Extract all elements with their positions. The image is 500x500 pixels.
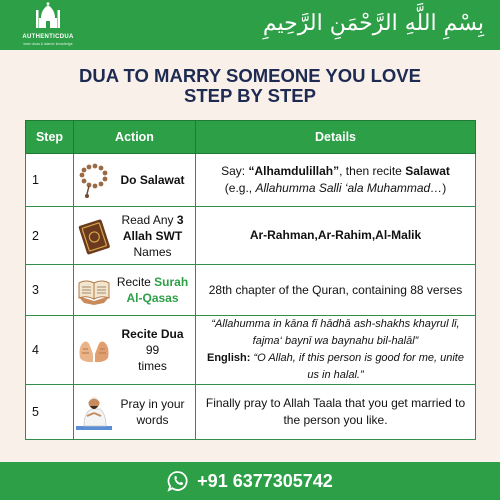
details-eg-italic: Allahumma Salli ‘ala Muhammad… — [255, 181, 443, 195]
title-line-1: DUA TO MARRY SOMEONE YOU LOVE — [79, 65, 421, 86]
action-label: Do Salawat — [120, 173, 185, 187]
steps-table — [25, 120, 476, 440]
allah-names: Ar-Rahman,Ar-Rahim,Al-Malik — [249, 228, 422, 242]
table-row — [26, 316, 476, 385]
details-eg-open: (e.g., — [224, 181, 256, 195]
details-cell: 28th chapter of the Quran, containing 88 verses — [196, 265, 476, 316]
bismillah-calligraphy: بِسْمِ اللَّهِ الرَّحْمَنِ الرَّحِيمِ — [262, 11, 484, 36]
whatsapp-icon[interactable] — [167, 470, 189, 492]
table-row — [26, 385, 476, 440]
header-step: Step — [26, 121, 74, 154]
page-title — [0, 66, 500, 106]
details-cell — [196, 207, 476, 265]
dua-english: “O Allah, if this person is good for me, unite us in halal.” — [253, 352, 464, 381]
details-cell: Finally pray to Allah Taala that you get married to the person you like. — [196, 385, 476, 440]
action-cell — [74, 265, 196, 316]
logo[interactable] — [8, 2, 88, 48]
english-label: English: — [207, 352, 251, 364]
details-cell — [196, 154, 476, 207]
open-quran-icon — [74, 270, 114, 310]
header-bar — [0, 0, 500, 50]
dua-transliteration: “Allahumma in kāna fī hādhā ash-shakhs khayrul lī, fajma‘ baynī wa baynahu bil-halāl” — [211, 318, 460, 347]
action-cell — [74, 385, 196, 440]
step-number: 2 — [26, 207, 74, 265]
details-quote: “Alhamdulillah” — [248, 164, 340, 178]
details-prefix: Say: — [221, 164, 249, 178]
table-row — [26, 154, 476, 207]
details-mid: , then recite — [339, 164, 406, 178]
action-cell — [74, 207, 196, 265]
footer-bar — [0, 462, 500, 500]
header-action: Action — [74, 121, 196, 154]
step-number: 1 — [26, 154, 74, 207]
logo-tagline: learn duas & islamic knowledge — [23, 42, 73, 46]
table-header-row — [26, 121, 476, 154]
table-row — [26, 265, 476, 316]
action-number: 3 — [176, 212, 184, 227]
surah-name: Surah Al-Qasas — [126, 275, 189, 305]
title-line-2: STEP BY STEP — [184, 85, 316, 106]
action-cell — [74, 154, 196, 207]
action-prefix: Read Any — [121, 212, 177, 227]
action-label: Recite Dua — [121, 327, 184, 341]
action-number: 99 — [145, 343, 160, 357]
mosque-logo-icon — [36, 2, 60, 32]
step-number: 5 — [26, 385, 74, 440]
logo-name: AUTHENTICDUA — [22, 34, 74, 40]
action-cell — [74, 316, 196, 385]
table-row — [26, 207, 476, 265]
action-label: Allah SWT — [122, 228, 183, 243]
header-details: Details — [196, 121, 476, 154]
step-number: 4 — [26, 316, 74, 385]
action-label: Pray in your words — [120, 397, 185, 427]
details-cell — [196, 316, 476, 385]
action-suffix: times — [138, 359, 167, 373]
action-prefix: Recite — [116, 275, 155, 289]
details-term: Salawat — [405, 164, 450, 178]
action-suffix: Names — [133, 244, 172, 259]
phone-number[interactable]: +91 6377305742 — [197, 470, 333, 491]
praying-hands-icon — [74, 330, 114, 370]
step-number: 3 — [26, 265, 74, 316]
praying-man-icon — [74, 392, 114, 432]
prayer-beads-icon — [74, 160, 114, 200]
quran-book-icon — [74, 216, 114, 256]
details-eg-close: ) — [442, 181, 447, 195]
